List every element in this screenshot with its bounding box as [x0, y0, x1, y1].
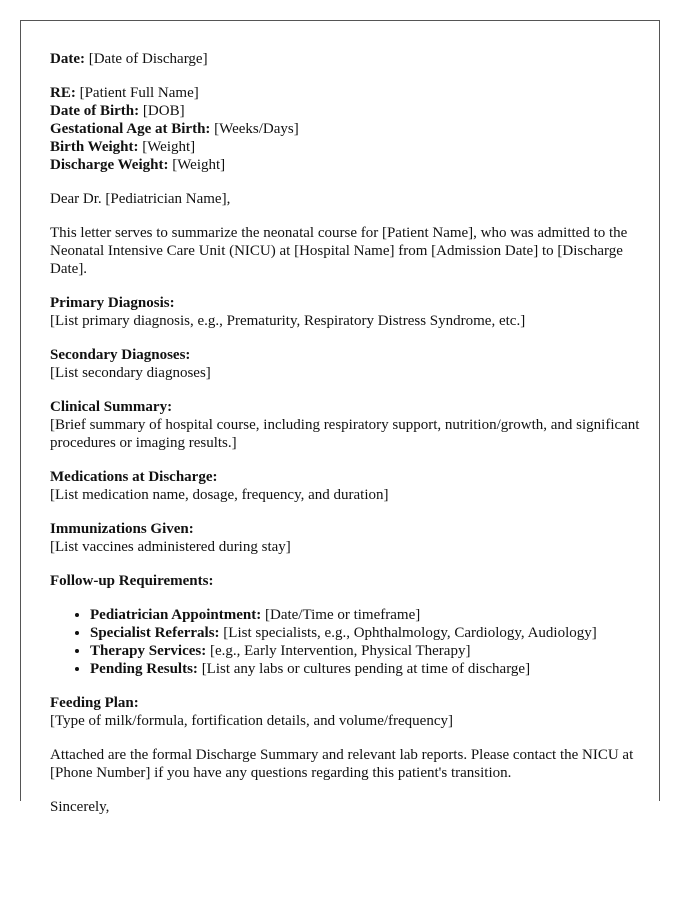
section-primary-diagnosis — [50, 294, 640, 330]
item-label: Pending Results: — [90, 661, 198, 677]
birth-weight-line — [50, 138, 640, 156]
date-value: [Date of Discharge] — [88, 51, 208, 67]
list-item — [90, 624, 640, 642]
section-body: [Brief summary of hospital course, including respiratory support, nutrition/growth, and significant procedures or imaging results.] — [50, 417, 640, 451]
section-heading: Feeding Plan: — [50, 695, 139, 711]
field-value: [DOB] — [142, 103, 185, 119]
section-body: [List medication name, dosage, frequency, and duration] — [50, 487, 389, 503]
field-value: [Patient Full Name] — [79, 85, 199, 101]
field-label: RE: — [50, 85, 76, 101]
section-body: [List secondary diagnoses] — [50, 365, 211, 381]
date-line — [50, 50, 640, 68]
followup-heading — [50, 572, 640, 590]
section-heading: Immunizations Given: — [50, 521, 194, 537]
item-value: [Date/Time or timeframe] — [265, 607, 421, 623]
section-heading: Clinical Summary: — [50, 399, 173, 415]
item-value: [e.g., Early Intervention, Physical Therapy] — [209, 643, 471, 659]
section-medications — [50, 468, 640, 504]
list-item — [90, 606, 640, 624]
field-value: [Weeks/Days] — [214, 121, 299, 137]
item-label: Specialist Referrals: — [90, 625, 220, 641]
date-label: Date: — [50, 51, 85, 67]
section-feeding-plan — [50, 694, 640, 730]
salutation: Dear Dr. [Pediatrician Name], — [50, 191, 231, 207]
field-value: [Weight] — [172, 157, 226, 173]
section-immunizations — [50, 520, 640, 556]
section-heading: Medications at Discharge: — [50, 469, 218, 485]
section-secondary-diagnoses — [50, 346, 640, 382]
signoff: Sincerely, — [50, 799, 110, 815]
followup-heading-text: Follow-up Requirements: — [50, 573, 214, 589]
field-label: Birth Weight: — [50, 139, 139, 155]
followup-list — [50, 606, 640, 678]
patient-header — [50, 84, 640, 174]
field-label: Gestational Age at Birth: — [50, 121, 211, 137]
section-heading: Secondary Diagnoses: — [50, 347, 191, 363]
list-item — [90, 660, 640, 678]
section-body: [List vaccines administered during stay] — [50, 539, 291, 555]
section-body: [List primary diagnosis, e.g., Prematurity, Respiratory Distress Syndrome, etc.] — [50, 313, 526, 329]
item-value: [List specialists, e.g., Ophthalmology, Cardiology, Audiology] — [223, 625, 597, 641]
discharge-weight-line — [50, 156, 640, 174]
item-value: [List any labs or cultures pending at time of discharge] — [201, 661, 531, 677]
closing-paragraph: Attached are the formal Discharge Summary and relevant lab reports. Please contact the NICU at [Phone Number] if you have any questions regarding this patient's transition. — [50, 747, 634, 781]
item-label: Pediatrician Appointment: — [90, 607, 262, 623]
letter-content — [50, 50, 640, 832]
intro-paragraph: This letter serves to summarize the neonatal course for [Patient Name], who was admitted to the Neonatal Intensive Care Unit (NICU) at [Hospital Name] from [Admission Date] to [Discharge Date]. — [50, 225, 628, 277]
section-heading: Primary Diagnosis: — [50, 295, 175, 311]
letter-page — [20, 20, 660, 815]
gestational-age-line — [50, 120, 640, 138]
item-label: Therapy Services: — [90, 643, 207, 659]
section-clinical-summary — [50, 398, 640, 452]
field-label: Discharge Weight: — [50, 157, 169, 173]
field-value: [Weight] — [142, 139, 196, 155]
list-item — [90, 642, 640, 660]
dob-line — [50, 102, 640, 120]
field-label: Date of Birth: — [50, 103, 140, 119]
re-line — [50, 84, 640, 102]
section-body: [Type of milk/formula, fortification details, and volume/frequency] — [50, 713, 453, 729]
